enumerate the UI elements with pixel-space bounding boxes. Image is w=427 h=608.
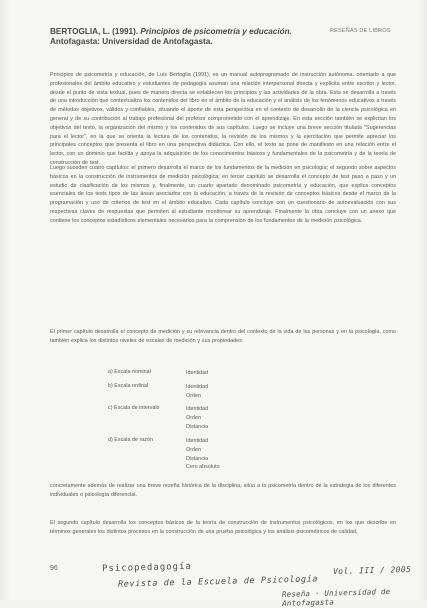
handwritten-note-volume: Vol. III / 2005 bbox=[332, 564, 412, 577]
scale-row-nominal bbox=[108, 369, 308, 383]
paragraph-history: concretamente además de realizar una breve reseña histórica de la disciplina, sitúa a la psicometría dentro de la estrategia de los diferentes individuales o psicología diferencial. bbox=[50, 483, 396, 498]
scale-property: Distancia bbox=[186, 423, 209, 430]
handwritten-note-journal: Psicopedagogía bbox=[101, 561, 192, 575]
scale-row-ratio bbox=[108, 437, 308, 475]
scale-properties bbox=[186, 405, 208, 431]
page-number: 96 bbox=[50, 565, 58, 572]
scale-property: Cero absoluto bbox=[186, 464, 220, 471]
paragraph-chapters: Luego suceden cuatro capítulos: el primero desarrolla el marco de los fundamentos de la medición en psicología; el segundo sobre aspectos básicos en la construcción de instrumentos de medición psicológica; en tercer capítulo se desarrolla el concepto de test paso a paso y un estudio de clasificación de los mismos y, finalmente, un cuarto apartado denominado psicometría y educación, que explica conceptos esenciales de los tests tipos de las áreas asociados con la educación, a través de la revisión de conceptos básicos desde el marco de la programación y uso de criterios de test en el ámbito educativo. Cada capítulo concluye con un cuestionario de autoevaluación con sus respectivas claves de respuestas que permiten al estudiante monitorear su aprendizaje. Finalmente la obra concluye con un anexo que contiene los conceptos estadísticos elementales necesarios para la comprensión de los fundamentos de la medición psicológica. bbox=[50, 165, 396, 224]
scale-label: b) Escala ordinal bbox=[108, 383, 149, 389]
title-book-name: Principios de psicometría y educación. bbox=[140, 27, 292, 36]
title-publisher: Antofagasta: Universidad de Antofagasta. bbox=[50, 37, 213, 46]
book-reference-title bbox=[50, 27, 300, 47]
section-label: RESEÑAS DE LIBROS bbox=[330, 28, 391, 34]
scale-property: Identidad bbox=[186, 438, 209, 444]
scale-label: a) Escala nominal bbox=[108, 369, 151, 375]
scale-label: d) Escala de razón bbox=[108, 437, 153, 443]
scale-property: Orden bbox=[186, 414, 201, 421]
handwritten-note-footer: Reseña · Universidad de Antofagasta bbox=[281, 587, 391, 608]
scale-property: Distancia bbox=[186, 455, 209, 462]
scale-row-interval bbox=[108, 405, 308, 437]
measurement-scales-list bbox=[108, 369, 308, 475]
scale-properties bbox=[186, 369, 208, 378]
scale-row-ordinal bbox=[108, 383, 308, 405]
paragraph-first-chapter: El primer capítulo desarrolla el concepto de medición y su relevancia dentro del contexto de la vida de las personas y en la psicología, como también explica los distintos niveles de escalas de medición y sus propiedades: bbox=[50, 329, 396, 344]
scale-property: Identidad bbox=[186, 370, 209, 376]
title-author-year: BERTOGLIA, L. (1991). bbox=[50, 27, 141, 36]
scale-properties bbox=[186, 383, 208, 401]
scale-property: Orden bbox=[186, 392, 201, 399]
handwritten-note-journal-subtitle: Revista de la Escuela de Psicología bbox=[117, 574, 319, 590]
paragraph-intro: Principios de psicometría y educación, de Luis Bertoglia (1991), es un manual autoprogramado de instrucción autónoma, orientado a que profesionales del ámbito educativo y estudiantes de pedagogía asuman una relación interpersonal directa y explícita entre escritor y lector, desde el punto de vista textual, pues de manera directa se establecen los principios y las actividades de la obra. Esta se desarrolla a través de una introducción que contextualiza los contenidos del libro en el ámbito de la educación y el análisis de los fenómenos educativos a través de métodos objetivos, válidos y confiables, situando el aporte de esta perspectiva en el contexto de desarrollo de la ciencia psicológica en general y de su contribución al trabajo profesional del profesor comprometido con el aprendizaje. En esta sección también se explicitan los objetivos del texto, la organización del mismo y los contenidos de sus capítulos. Luego se incluye una breve sección titulada "Sugerencias para el lector", en la que se orienta la lectura de los contenidos, la revisión de los mismos y la ejercitación que permite apreciar los principales conceptos que presenta el libro en una perspectiva didáctica. Con ello, el texto se pone de manifiesto en una relación entre el lector, con un dominio que facilita y apoya la adquisición de los conocimientos básicos y fundamentales de la psicometría y de la teoría de construcción de test. bbox=[50, 72, 396, 166]
paragraph-second-chapter: El segundo capítulo desarrolla los conceptos básicos de la teoría de construcción de instrumentos psicológicos, en los que describe en términos generales los distintos procesos en la construcción de una prueba psicológica y los análisis psicométricos de calidad, bbox=[50, 520, 396, 535]
scale-property: Orden bbox=[186, 446, 201, 453]
scale-properties bbox=[186, 437, 220, 472]
scale-property: Identidad bbox=[186, 406, 209, 412]
scale-property: Identidad bbox=[186, 384, 209, 390]
scale-label: c) Escala de intervalo bbox=[108, 405, 160, 411]
